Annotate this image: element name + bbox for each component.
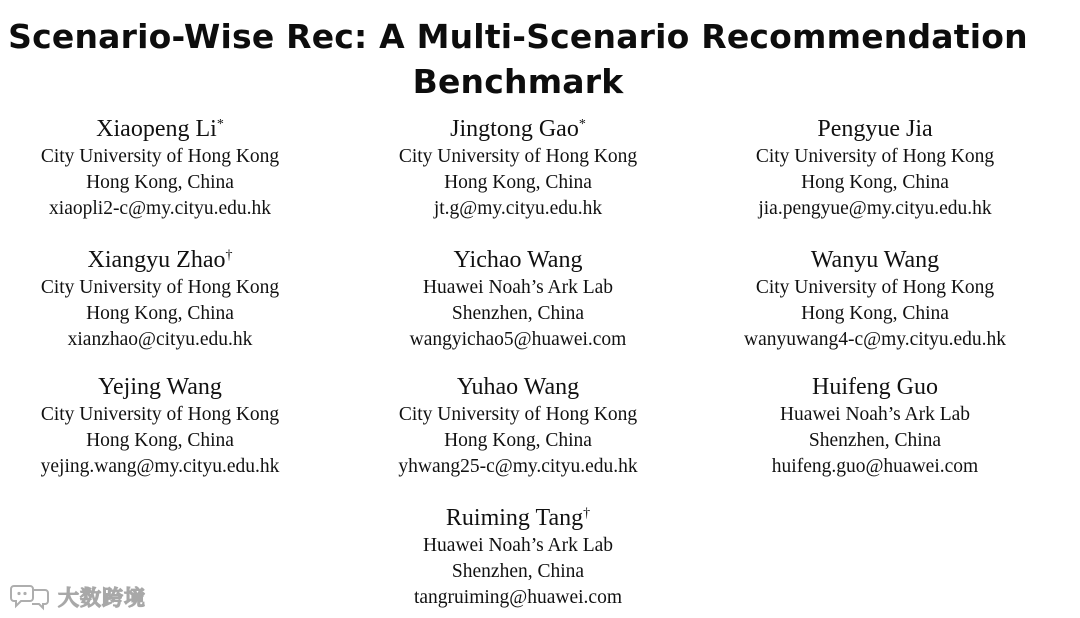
author-email[interactable]: tangruiming@huawei.com (413, 587, 623, 608)
author-location: Hong Kong, China (86, 303, 234, 324)
chat-bubble-logo-icon (10, 583, 52, 611)
author-affiliation: City University of Hong Kong (755, 146, 995, 167)
author-name: Ruiming Tang† (445, 505, 591, 531)
paper-title: Scenario-Wise Rec: A Multi-Scenario Recommendation Benchmark (8, 17, 1028, 101)
equal-contribution-mark: * (578, 117, 586, 132)
watermark-text: 大数跨境 (58, 586, 146, 610)
author-name: Xiaopeng Li* (96, 116, 224, 142)
author-block-xiaopeng-li (0, 114, 340, 222)
author-affiliation: City University of Hong Kong (40, 404, 280, 425)
author-name: Wanyu Wang (810, 247, 940, 273)
author-location: Shenzhen, China (451, 561, 585, 582)
author-affiliation: City University of Hong Kong (398, 404, 638, 425)
author-block-yichao-wang (338, 245, 698, 353)
author-affiliation: City University of Hong Kong (398, 146, 638, 167)
author-block-huifeng-guo (695, 372, 1055, 480)
corresponding-author-mark: † (225, 248, 233, 263)
author-location: Shenzhen, China (451, 303, 585, 324)
author-location: Hong Kong, China (444, 430, 592, 451)
author-name: Pengyue Jia (817, 116, 933, 142)
author-location: Hong Kong, China (86, 430, 234, 451)
author-affiliation: City University of Hong Kong (755, 277, 995, 298)
author-name: Yichao Wang (453, 247, 583, 273)
equal-contribution-mark: * (216, 117, 224, 132)
author-block-wanyu-wang (695, 245, 1055, 353)
author-block-xiangyu-zhao (0, 245, 340, 353)
author-name: Jingtong Gao* (450, 116, 586, 142)
author-email[interactable]: huifeng.guo@huawei.com (771, 456, 979, 477)
author-email[interactable]: jia.pengyue@my.cityu.edu.hk (758, 198, 992, 219)
author-name: Huifeng Guo (812, 374, 938, 400)
author-name: Yuhao Wang (456, 374, 580, 400)
author-affiliation: Huawei Noah’s Ark Lab (422, 535, 614, 556)
author-email[interactable]: wangyichao5@huawei.com (409, 329, 627, 350)
author-block-yejing-wang (0, 372, 340, 480)
author-block-jingtong-gao (338, 114, 698, 222)
author-email[interactable]: xiaopli2-c@my.cityu.edu.hk (49, 198, 271, 219)
author-name: Yejing Wang (98, 374, 222, 400)
author-affiliation: City University of Hong Kong (40, 277, 280, 298)
author-email[interactable]: xianzhao@cityu.edu.hk (67, 329, 253, 350)
author-location: Hong Kong, China (801, 303, 949, 324)
author-name: Xiangyu Zhao† (87, 247, 233, 273)
author-location: Hong Kong, China (444, 172, 592, 193)
author-location: Shenzhen, China (808, 430, 942, 451)
author-email[interactable]: yejing.wang@my.cityu.edu.hk (40, 456, 280, 477)
author-block-ruiming-tang (338, 503, 698, 611)
author-email[interactable]: wanyuwang4-c@my.cityu.edu.hk (743, 329, 1006, 350)
author-block-yuhao-wang (338, 372, 698, 480)
author-email[interactable]: jt.g@my.cityu.edu.hk (433, 198, 603, 219)
author-location: Hong Kong, China (86, 172, 234, 193)
author-email[interactable]: yhwang25-c@my.cityu.edu.hk (398, 456, 638, 477)
author-location: Hong Kong, China (801, 172, 949, 193)
author-affiliation: Huawei Noah’s Ark Lab (422, 277, 614, 298)
watermark (10, 583, 146, 611)
corresponding-author-mark: † (583, 506, 591, 521)
author-affiliation: City University of Hong Kong (40, 146, 280, 167)
author-block-pengyue-jia (695, 114, 1055, 222)
author-affiliation: Huawei Noah’s Ark Lab (779, 404, 971, 425)
